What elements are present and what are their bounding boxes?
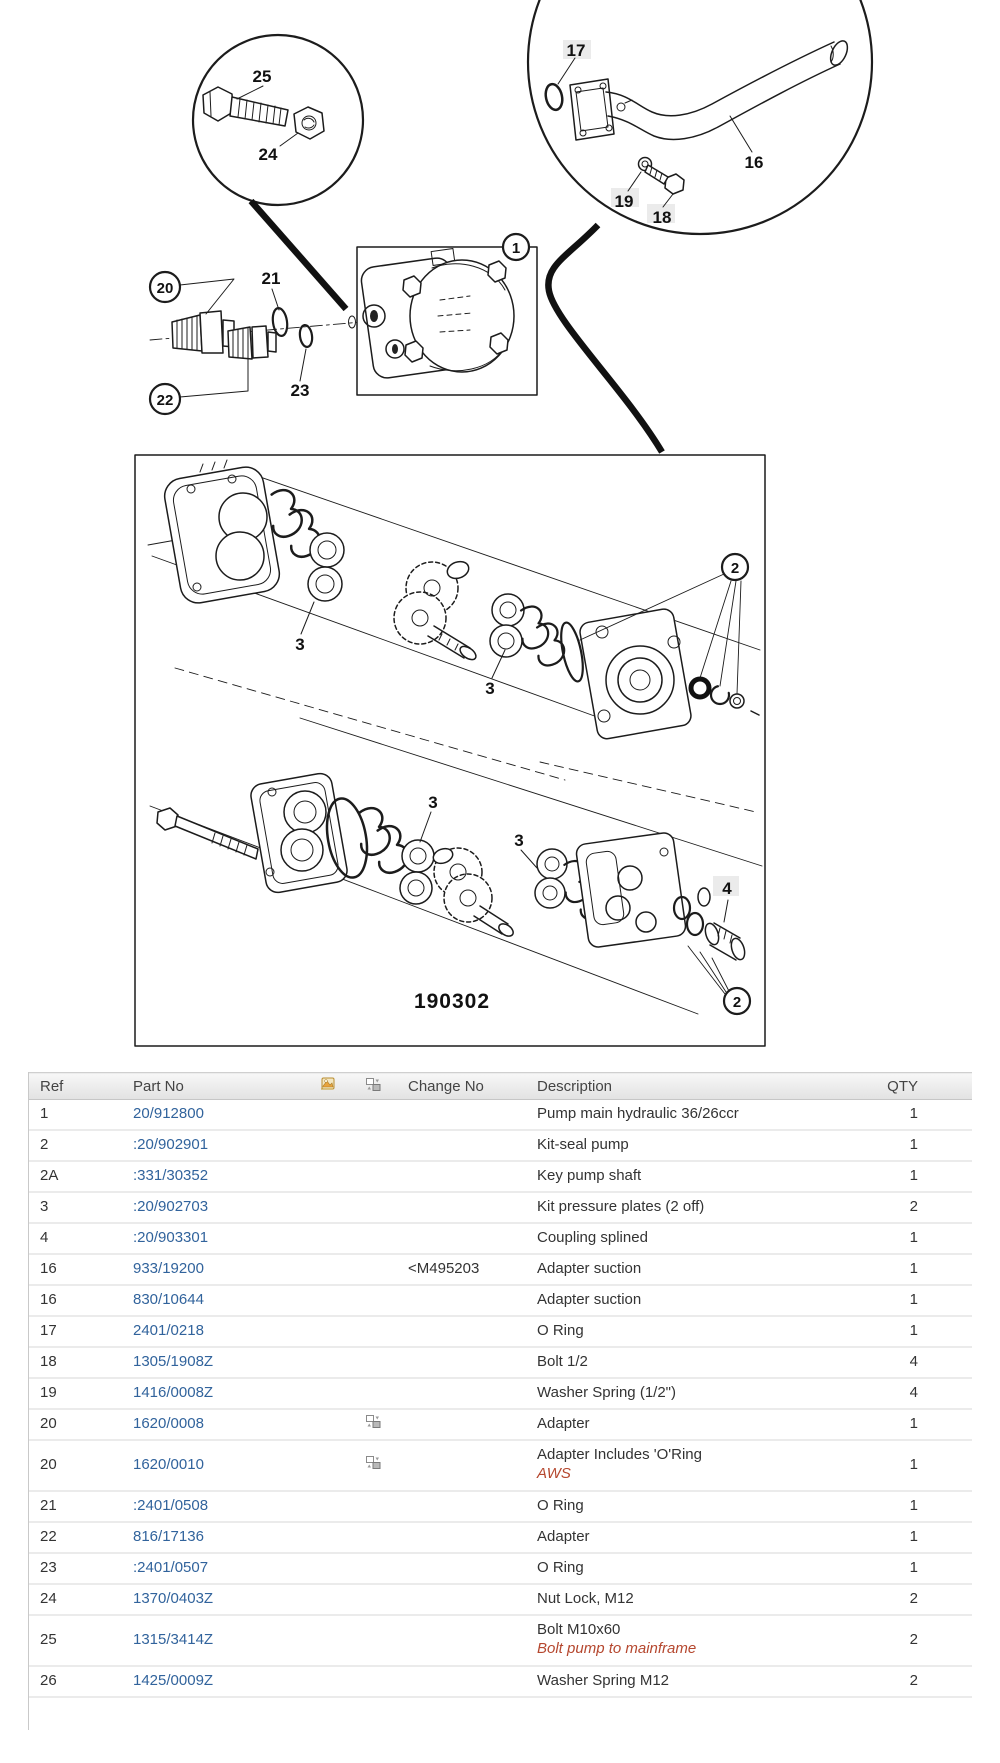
image-cell: [305, 1378, 350, 1409]
supersession-cell: [350, 1491, 396, 1522]
description-cell: [525, 1316, 862, 1347]
description-value: Key pump shaft: [537, 1167, 642, 1184]
change-no-value: [396, 1378, 525, 1409]
supersession-cell: [350, 1584, 396, 1615]
ref-value: 18: [28, 1347, 121, 1378]
description-cell: [525, 1522, 862, 1553]
change-no-value: [396, 1440, 525, 1491]
table-row[interactable]: [28, 1378, 972, 1409]
change-no-value: [396, 1491, 525, 1522]
callout-16[interactable]: 16: [744, 153, 764, 172]
detail-circle-bolt-nut: [193, 35, 363, 309]
image-cell: [305, 1615, 350, 1666]
svg-text:20: 20: [156, 280, 174, 297]
ref-value: 1: [28, 1100, 121, 1131]
qty-value: 2: [862, 1584, 918, 1615]
description-cell: [525, 1378, 862, 1409]
header-ref[interactable]: Ref: [28, 1073, 121, 1100]
table-row[interactable]: [28, 1192, 972, 1223]
qty-value: 1: [862, 1161, 918, 1192]
table-row[interactable]: [28, 1666, 972, 1697]
parts-table: [28, 1072, 972, 1698]
table-row[interactable]: [28, 1409, 972, 1440]
supersession-icon[interactable]: [366, 1456, 381, 1469]
ref-value: 16: [28, 1285, 121, 1316]
description-cell: [525, 1254, 862, 1285]
callout-2-circled-upper[interactable]: [722, 554, 748, 580]
supersession-icon: [366, 1078, 381, 1091]
supersession-cell: [350, 1223, 396, 1254]
supersession-cell: [350, 1347, 396, 1378]
table-header-row: [28, 1073, 972, 1100]
qty-value: 1: [862, 1100, 918, 1131]
description-cell: [525, 1285, 862, 1316]
part-number-link[interactable]: :20/903301: [121, 1223, 305, 1254]
ref-value: 26: [28, 1666, 121, 1697]
part-number-link[interactable]: 1305/1908Z: [121, 1347, 305, 1378]
ref-value: 23: [28, 1553, 121, 1584]
description-value: Pump main hydraulic 36/26ccr: [537, 1105, 739, 1122]
qty-value: 2: [862, 1615, 918, 1666]
callout-17[interactable]: 17: [566, 41, 586, 60]
callout-3-upper-right[interactable]: 3: [485, 679, 495, 698]
description-value: Bolt 1/2: [537, 1353, 588, 1370]
callout-25[interactable]: 25: [252, 67, 272, 86]
table-row[interactable]: [28, 1584, 972, 1615]
part-number-link[interactable]: :331/30352: [121, 1161, 305, 1192]
qty-value: 1: [862, 1254, 918, 1285]
image-cell: [305, 1491, 350, 1522]
description-value: Nut Lock, M12: [537, 1590, 634, 1607]
supersession-cell: [350, 1615, 396, 1666]
svg-text:22: 22: [156, 392, 174, 409]
supersession-cell: [350, 1130, 396, 1161]
pump-assembly-box: [357, 234, 537, 395]
callout-21[interactable]: 21: [261, 269, 281, 288]
table-row[interactable]: [28, 1285, 972, 1316]
supersession-cell: [350, 1409, 396, 1440]
svg-text:2: 2: [730, 560, 740, 577]
qty-value: 1: [862, 1316, 918, 1347]
image-cell: [305, 1254, 350, 1285]
description-value: Washer Spring (1/2"): [537, 1384, 676, 1401]
supersession-cell: [350, 1161, 396, 1192]
header-supersession-column[interactable]: [350, 1073, 396, 1100]
table-row[interactable]: [28, 1615, 972, 1666]
description-value: Bolt M10x60: [537, 1621, 621, 1638]
description-value: Adapter Includes 'O'Ring: [537, 1446, 702, 1463]
description-cell: [525, 1161, 862, 1192]
table-row[interactable]: [28, 1440, 972, 1491]
table-row[interactable]: [28, 1130, 972, 1161]
table-row[interactable]: [28, 1223, 972, 1254]
callout-3-lower-left[interactable]: 3: [428, 793, 438, 812]
supersession-cell: [350, 1192, 396, 1223]
change-no-value: <M495203: [396, 1254, 525, 1285]
image-cell: [305, 1522, 350, 1553]
callout-22-circled[interactable]: [150, 384, 180, 414]
table-row[interactable]: [28, 1522, 972, 1553]
description-cell: [525, 1584, 862, 1615]
description-value: Kit-seal pump: [537, 1136, 629, 1153]
part-number-link[interactable]: :2401/0507: [121, 1553, 305, 1584]
change-no-value: [396, 1347, 525, 1378]
supersession-cell: [350, 1378, 396, 1409]
image-cell: [305, 1553, 350, 1584]
qty-value: 1: [862, 1223, 918, 1254]
qty-value: 1: [862, 1440, 918, 1491]
qty-value: 1: [862, 1491, 918, 1522]
callout-3-upper-left[interactable]: 3: [295, 635, 305, 654]
ref-value: 16: [28, 1254, 121, 1285]
pump-main-part: [360, 249, 514, 380]
supersession-cell: [350, 1440, 396, 1491]
svg-text:2: 2: [732, 994, 742, 1011]
ref-value: 22: [28, 1522, 121, 1553]
image-cell: [305, 1440, 350, 1491]
change-no-value: [396, 1522, 525, 1553]
table-row[interactable]: [28, 1254, 972, 1285]
part-number-link[interactable]: 1370/0403Z: [121, 1584, 305, 1615]
supersession-cell: [350, 1254, 396, 1285]
image-cell: [305, 1316, 350, 1347]
image-cell: [305, 1584, 350, 1615]
rear-body-part: [575, 832, 687, 949]
description-note: AWS: [537, 1465, 571, 1482]
pump-body-part: [162, 460, 282, 606]
supersession-cell: [350, 1316, 396, 1347]
callout-20-circled[interactable]: [150, 272, 180, 302]
image-cell: [305, 1409, 350, 1440]
table-row[interactable]: [28, 1161, 972, 1192]
callout-23[interactable]: 23: [290, 381, 310, 400]
description-value: Washer Spring M12: [537, 1672, 669, 1689]
image-cell: [305, 1347, 350, 1378]
qty-value: 1: [862, 1522, 918, 1553]
description-cell: [525, 1491, 862, 1522]
description-cell: [525, 1347, 862, 1378]
table-row[interactable]: [28, 1100, 972, 1131]
part-number-link[interactable]: 1620/0010: [121, 1440, 305, 1491]
table-row[interactable]: [28, 1347, 972, 1378]
adapter-20-part: [172, 311, 234, 353]
ref-value: 3: [28, 1192, 121, 1223]
description-value: O Ring: [537, 1559, 584, 1576]
svg-text:1: 1: [511, 240, 521, 257]
parts-table-body: [28, 1100, 972, 1698]
part-number-link[interactable]: 816/17136: [121, 1522, 305, 1553]
qty-value: 4: [862, 1347, 918, 1378]
change-no-value: [396, 1192, 525, 1223]
callout-4[interactable]: 4: [722, 879, 732, 898]
description-value: Adapter: [537, 1528, 590, 1545]
part-number-link[interactable]: :2401/0508: [121, 1491, 305, 1522]
description-cell: [525, 1615, 862, 1666]
image-cell: [305, 1192, 350, 1223]
change-no-value: [396, 1615, 525, 1666]
callout-2-circled-lower[interactable]: [724, 988, 750, 1014]
qty-value: 1: [862, 1553, 918, 1584]
part-number-link[interactable]: :20/902901: [121, 1130, 305, 1161]
description-value: Adapter suction: [537, 1291, 642, 1308]
description-cell: [525, 1192, 862, 1223]
ref-value: 2A: [28, 1161, 121, 1192]
description-value: Adapter suction: [537, 1260, 642, 1277]
part-number-link[interactable]: 1315/3414Z: [121, 1615, 305, 1666]
ref-value: 20: [28, 1409, 121, 1440]
callout-18[interactable]: 18: [652, 208, 672, 227]
part-number-link[interactable]: 2401/0218: [121, 1316, 305, 1347]
change-no-value: [396, 1409, 525, 1440]
ref-value: 4: [28, 1223, 121, 1254]
ref-value: 21: [28, 1491, 121, 1522]
part-number-link[interactable]: 1425/0009Z: [121, 1666, 305, 1697]
table-left-rule: [28, 1072, 29, 1730]
change-no-value: [396, 1130, 525, 1161]
ref-value: 20: [28, 1440, 121, 1491]
supersession-cell: [350, 1522, 396, 1553]
change-no-value: [396, 1553, 525, 1584]
image-cell: [305, 1130, 350, 1161]
detail-circle-suction-tube: [528, 0, 872, 452]
description-value: O Ring: [537, 1322, 584, 1339]
part-number-link[interactable]: 20/912800: [121, 1100, 305, 1131]
change-no-value: [396, 1285, 525, 1316]
description-value: Adapter: [537, 1415, 590, 1432]
qty-value: 2: [862, 1666, 918, 1697]
o-ring-23-part: [299, 324, 314, 347]
description-value: Kit pressure plates (2 off): [537, 1198, 705, 1215]
ref-value: 24: [28, 1584, 121, 1615]
supersession-cell: [350, 1553, 396, 1584]
description-value: O Ring: [537, 1497, 584, 1514]
description-cell: [525, 1409, 862, 1440]
qty-value: 4: [862, 1378, 918, 1409]
change-no-value: [396, 1316, 525, 1347]
table-row[interactable]: [28, 1553, 972, 1584]
header-description[interactable]: Description: [525, 1073, 862, 1100]
image-cell: [305, 1161, 350, 1192]
table-row[interactable]: [28, 1491, 972, 1522]
change-no-value: [396, 1666, 525, 1697]
ref-value: 17: [28, 1316, 121, 1347]
callout-1-circled[interactable]: [503, 234, 529, 260]
part-number-link[interactable]: :20/902703: [121, 1192, 305, 1223]
description-cell: [525, 1100, 862, 1131]
description-value: Coupling splined: [537, 1229, 648, 1246]
description-note: Bolt pump to mainframe: [537, 1640, 697, 1657]
adapter-22-part: [228, 326, 276, 359]
header-change-no[interactable]: Change No: [396, 1073, 525, 1100]
header-image-column[interactable]: [305, 1073, 350, 1100]
qty-value: 2: [862, 1192, 918, 1223]
description-cell: [525, 1223, 862, 1254]
image-icon: [319, 1076, 336, 1092]
ref-value: 19: [28, 1378, 121, 1409]
change-no-value: [396, 1161, 525, 1192]
description-cell: [525, 1440, 862, 1491]
image-cell: [305, 1285, 350, 1316]
part-number-link[interactable]: 1620/0008: [121, 1409, 305, 1440]
part-number-link[interactable]: 1416/0008Z: [121, 1378, 305, 1409]
description-cell: [525, 1553, 862, 1584]
description-cell: [525, 1130, 862, 1161]
part-number-link[interactable]: 933/19200: [121, 1254, 305, 1285]
callout-19[interactable]: 19: [614, 192, 634, 211]
description-cell: [525, 1666, 862, 1697]
change-no-value: [396, 1100, 525, 1131]
table-row[interactable]: [28, 1316, 972, 1347]
figure-number: 190302: [413, 990, 491, 1013]
header-qty[interactable]: QTY: [862, 1073, 918, 1100]
qty-value: 1: [862, 1409, 918, 1440]
supersession-cell: [350, 1666, 396, 1697]
change-no-value: [396, 1223, 525, 1254]
end-cover-part: [578, 608, 692, 741]
supersession-cell: [350, 1285, 396, 1316]
header-part-no[interactable]: Part No: [121, 1073, 305, 1100]
part-number-link[interactable]: 830/10644: [121, 1285, 305, 1316]
supersession-icon[interactable]: [366, 1415, 381, 1428]
supersession-cell: [350, 1100, 396, 1131]
callout-3-lower-right[interactable]: 3: [514, 831, 524, 850]
exploded-view-box: [135, 455, 765, 1046]
ref-value: 2: [28, 1130, 121, 1161]
image-cell: [305, 1666, 350, 1697]
image-cell: [305, 1223, 350, 1254]
image-cell: [305, 1100, 350, 1131]
ref-value: 25: [28, 1615, 121, 1666]
callout-24[interactable]: 24: [258, 145, 278, 164]
qty-value: 1: [862, 1130, 918, 1161]
change-no-value: [396, 1584, 525, 1615]
qty-value: 1: [862, 1285, 918, 1316]
